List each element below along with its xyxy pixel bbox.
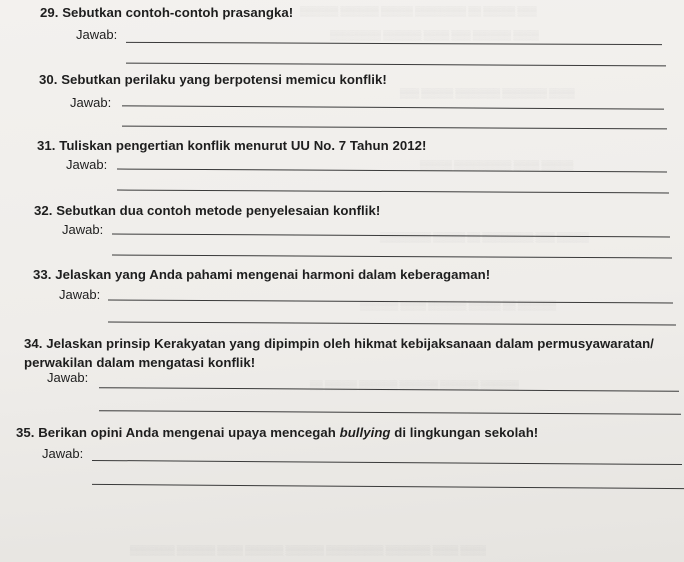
answer-line[interactable] [126,42,662,45]
question-number: 30. [39,72,58,87]
answer-line[interactable] [122,126,667,130]
question-29 [40,5,293,20]
show-through-texture: ▒▒▒▒ ▒▒▒▒▒▒ ▒▒▒ ▒▒▒▒ ▒▒▒▒▒▒ ▒▒▒▒▒▒▒▒ [330,30,539,40]
answer-label: Jawab: [66,157,108,172]
answer-line[interactable] [126,63,666,67]
question-32 [34,203,380,218]
question-text: Sebutkan perilaku yang berpotensi memicu konflik! [61,72,387,87]
question-text: Jelaskan yang Anda pahami mengenai harmoni dalam keberagaman! [55,267,491,282]
question-number: 33. [33,267,52,282]
answer-line[interactable] [99,387,679,392]
question-text: Jelaskan prinsip Kerakyatan yang dipimpin oleh hikmat kebijaksanaan dalam permusyawaratan/ perwakilan dalam mengatasi konflik! [24,336,654,370]
question-number: 31. [37,138,56,153]
show-through-texture: ▒▒▒▒▒ ▒▒▒ ▒▒▒▒▒▒▒▒ ▒▒ ▒▒▒▒▒ ▒▒▒▒▒▒▒▒ [380,232,589,242]
question-number: 32. [34,203,53,218]
answer-label: Jawab: [62,222,104,237]
question-number: 29. [40,5,59,20]
answer-line[interactable] [112,255,672,259]
show-through-texture: ▒▒▒ ▒▒▒▒▒ ▒▒ ▒▒▒▒▒▒▒▒ ▒▒▒▒▒ ▒▒▒▒▒▒ ▒▒▒▒▒▒ [300,6,537,16]
answer-line[interactable] [92,484,684,489]
question-number: 34. [24,336,43,351]
show-through-texture: ▒▒▒▒▒▒ ▒▒ ▒▒▒▒▒ ▒▒▒▒▒▒ ▒▒▒▒ ▒▒▒▒▒▒ [360,300,557,310]
question-number: 35. [16,425,35,440]
answer-line[interactable] [99,410,681,415]
question-33 [33,267,490,282]
question-30 [39,72,387,87]
question-34 [24,334,669,372]
question-text [38,425,538,440]
answer-line[interactable] [108,322,676,326]
answer-line[interactable] [117,169,667,173]
answer-line[interactable] [112,234,670,238]
show-through-texture: ▒▒▒▒ ▒▒▒▒ ▒▒▒▒▒▒▒ ▒▒▒▒▒▒▒▒▒ ▒▒▒▒▒▒ ▒▒▒▒▒▒ ▒▒▒▒ ▒▒▒▒▒▒ ▒▒▒▒▒▒▒ [130,545,486,555]
answer-label: Jawab: [59,287,101,302]
question-text-part: di lingkungan sekolah! [390,425,539,440]
question-text-part: Berikan opini Anda mengenai upaya mencegah [38,425,340,440]
question-35 [16,425,538,440]
question-31 [37,138,426,153]
answer-label: Jawab: [70,95,112,110]
show-through-texture: ▒▒▒▒▒ ▒▒▒▒ ▒▒▒▒▒▒▒▒▒ ▒▒▒▒▒ [420,160,574,170]
answer-line[interactable] [117,190,669,194]
show-through-texture: ▒▒▒▒ ▒▒▒▒▒▒▒ ▒▒▒▒▒▒▒ ▒▒▒▒▒ ▒▒▒ [400,88,575,98]
answer-line[interactable] [92,460,682,465]
question-text: Tuliskan pengertian konflik menurut UU No. 7 Tahun 2012! [59,138,427,153]
answer-label: Jawab: [47,370,89,385]
answer-label: Jawab: [76,27,118,42]
question-text-italic: bullying [339,425,391,440]
question-text: Sebutkan dua contoh metode penyelesaian konflik! [56,203,381,218]
show-through-texture: ▒▒▒▒▒▒ ▒▒▒▒▒▒ ▒▒▒▒▒▒ ▒▒▒▒▒▒ ▒▒▒▒▒ ▒▒ [310,380,519,390]
answer-line[interactable] [122,105,664,109]
answer-line[interactable] [108,300,673,304]
question-text: Sebutkan contoh-contoh prasangka! [62,5,294,20]
answer-label: Jawab: [42,446,84,461]
